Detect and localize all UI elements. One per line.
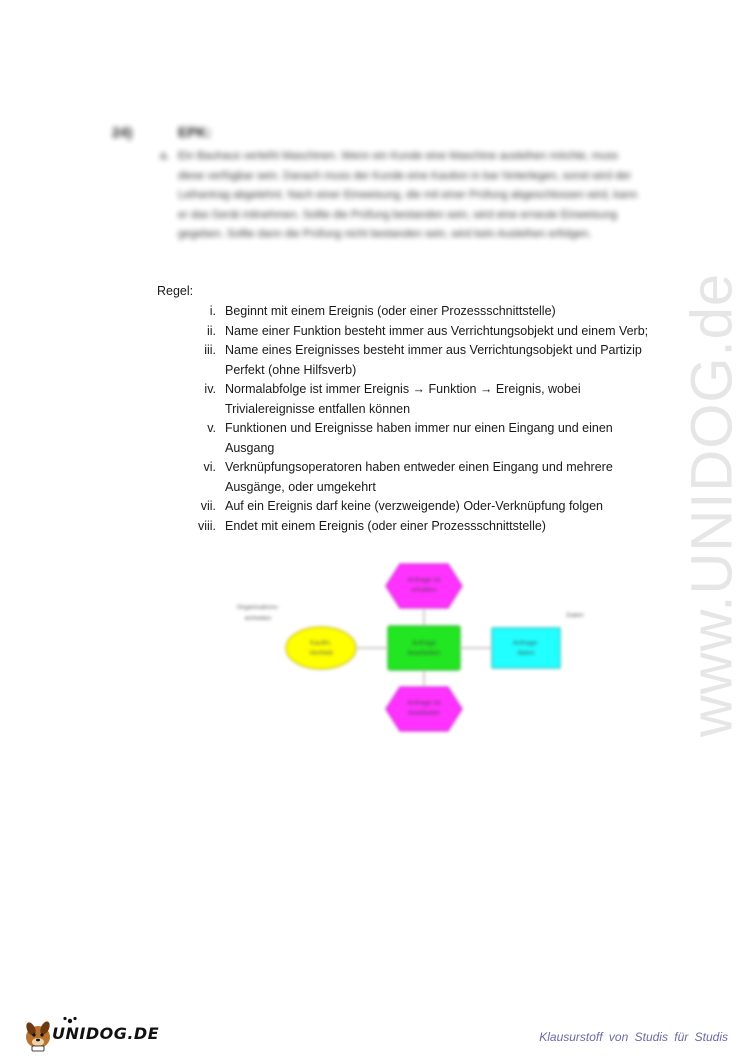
rule-item: v. Funktionen und Ereignisse haben immer nur einen Eingang und einen Ausgang — [207, 421, 613, 455]
org-unit-label: Kaufm. Vertrieb — [308, 640, 334, 657]
rule-item: i. Beginnt mit einem Ereignis (oder einer Prozessschnittstelle) — [209, 304, 556, 318]
event-top-shape — [386, 564, 462, 608]
function-shape — [388, 626, 460, 670]
data-label: Anfrage-daten — [512, 640, 540, 657]
org-legend-label: Organisations-einheiten — [236, 604, 280, 622]
data-legend-label: Daten — [566, 612, 584, 619]
rule-item: vi. Verknüpfungsoperatoren haben entweder einen Eingang und mehrere Ausgänge, oder umgekehrt — [203, 460, 613, 494]
org-unit-shape — [286, 627, 356, 669]
paw-icon — [68, 1019, 72, 1023]
rule-item: iv. Normalabfolge ist immer Ereignis → Funktion → Ereignis, wobei Trivialereignisse entfallen können — [204, 382, 581, 416]
question-item-marker: a. — [160, 150, 170, 162]
rules-heading: Regel: — [157, 284, 194, 298]
data-shape — [492, 628, 560, 668]
function-label: Anfrage bearbeiten — [407, 640, 441, 657]
rule-item: vii. Auf ein Ereignis darf keine (verzweigende) Oder-Verknüpfung folgen — [200, 499, 603, 513]
watermark: www.UNIDOG.de — [679, 272, 745, 738]
question-number: 24) — [112, 124, 133, 140]
event-top-label: Anfrage ist erhalten — [407, 577, 441, 594]
rule-item: iii. Name eines Ereignisses besteht immer aus Verrichtungsobjekt und Partizip Perfekt (ohne Hilfsverb) — [204, 343, 642, 377]
logo-text: UNIDOG.DE — [52, 1024, 160, 1043]
question-text: Ein Bauhaus verleiht Maschinen. Wenn ein Kunde eine Maschine ausleihen möchte, muss diese verfügbar sein. Danach muss der Kunde eine Kaution in bar hinterlegen, sonst wird der Leihantrag abgelehnt. Nach einer Einweisung, die mit einer Prüfung abgeschlossen wird, kann er das Gerät mitnehmen. Sollte die Prüfung bestanden sein, wird eine erneute Einweisung gegeben. Sollte dann die Prüfung nicht bestanden sein, wird kein Ausleihen erfolgen. — [178, 150, 638, 240]
rule-item: ii. Name einer Funktion besteht immer aus Verrichtungsobjekt und einem Verb; — [206, 323, 649, 338]
event-bottom-shape — [386, 687, 462, 731]
footer-tagline: Klausurstoff von Studis für Studis — [539, 1030, 728, 1044]
question-title: EPK: — [178, 124, 212, 140]
event-bottom-label: Anfrage ist bearbeitet — [407, 700, 441, 717]
rule-item: viii. Endet mit einem Ereignis (oder einer Prozessschnittstelle) — [197, 518, 546, 533]
